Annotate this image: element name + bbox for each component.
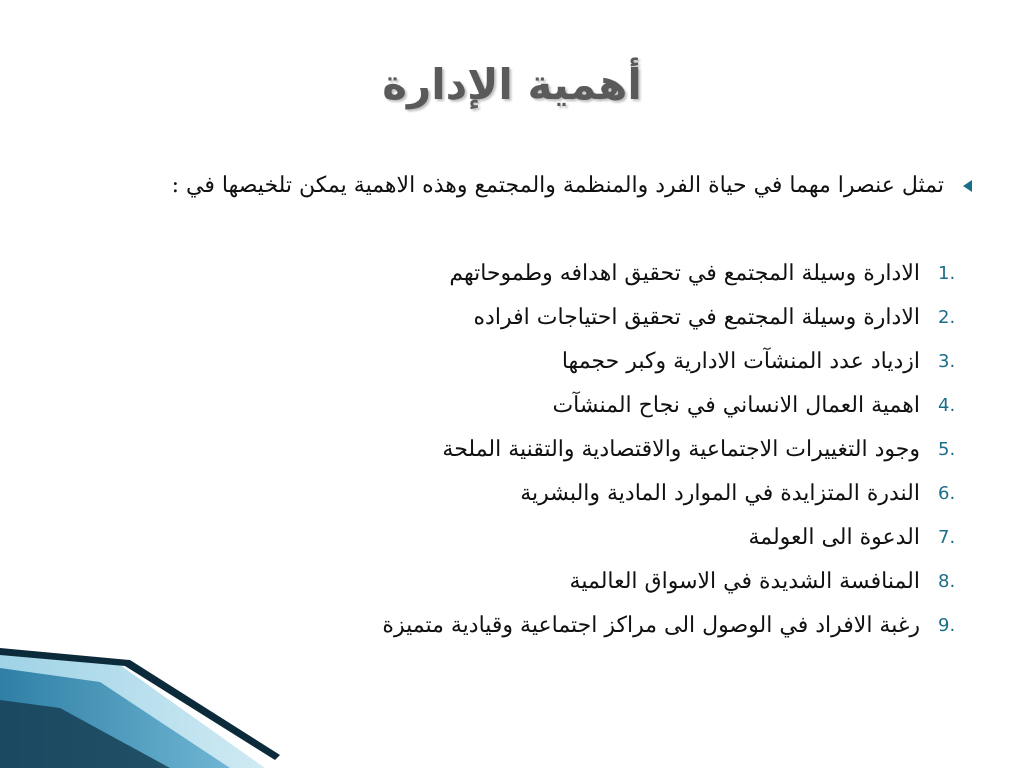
list-item-text: الندرة المتزايدة في الموارد المادية والبشرية	[520, 481, 920, 506]
list-item	[112, 604, 972, 648]
list-item-text: ازدياد عدد المنشآت الادارية وكبر حجمها	[561, 349, 920, 374]
teal-triangle-bullet-icon	[963, 180, 972, 192]
list-item-number: 5.	[938, 439, 956, 460]
list-item-number: 6.	[938, 483, 956, 504]
list-item	[112, 340, 972, 384]
list-item-text: رغبة الافراد في الوصول الى مراكز اجتماعية وقيادية متميزة	[382, 613, 920, 638]
list-item	[112, 428, 972, 472]
list-item-text: الدعوة الى العولمة	[748, 525, 920, 550]
list-item	[112, 516, 972, 560]
list-item-number: 3.	[938, 351, 956, 372]
list-item-number: 9.	[938, 615, 956, 636]
list-item-text: اهمية العمال الانساني في نجاح المنشآت	[552, 393, 920, 418]
list-item-number: 4.	[938, 395, 956, 416]
intro-bullet	[112, 168, 972, 204]
list-item	[112, 472, 972, 516]
list-item-text: الادارة وسيلة المجتمع في تحقيق اهدافه وطموحاتهم	[449, 261, 920, 286]
deco-band-dark	[0, 648, 280, 760]
list-item-number: 2.	[938, 307, 956, 328]
list-item	[112, 252, 972, 296]
deco-band-dark-lower	[0, 700, 170, 768]
list-item-text: الادارة وسيلة المجتمع في تحقيق احتياجات افراده	[473, 305, 920, 330]
list-item-number: 1.	[938, 263, 956, 284]
list-item-number: 8.	[938, 571, 956, 592]
slide-title: أهمية الإدارة	[382, 60, 642, 109]
list-item-number: 7.	[938, 527, 956, 548]
list-item	[112, 296, 972, 340]
list-item	[112, 384, 972, 428]
intro-text: تمثل عنصرا مهما في حياة الفرد والمنظمة والمجتمع وهذه الاهمية يمكن تلخيصها في :	[171, 173, 944, 198]
list-item-text: وجود التغييرات الاجتماعية والاقتصادية والتقنية الملحة	[442, 437, 920, 462]
numbered-list	[112, 252, 972, 648]
intro-bullet-row	[112, 168, 972, 204]
deco-band-mid	[0, 668, 230, 768]
deco-band-light	[0, 650, 265, 768]
list-item-text: المنافسة الشديدة في الاسواق العالمية	[569, 569, 920, 594]
list-item	[112, 560, 972, 604]
